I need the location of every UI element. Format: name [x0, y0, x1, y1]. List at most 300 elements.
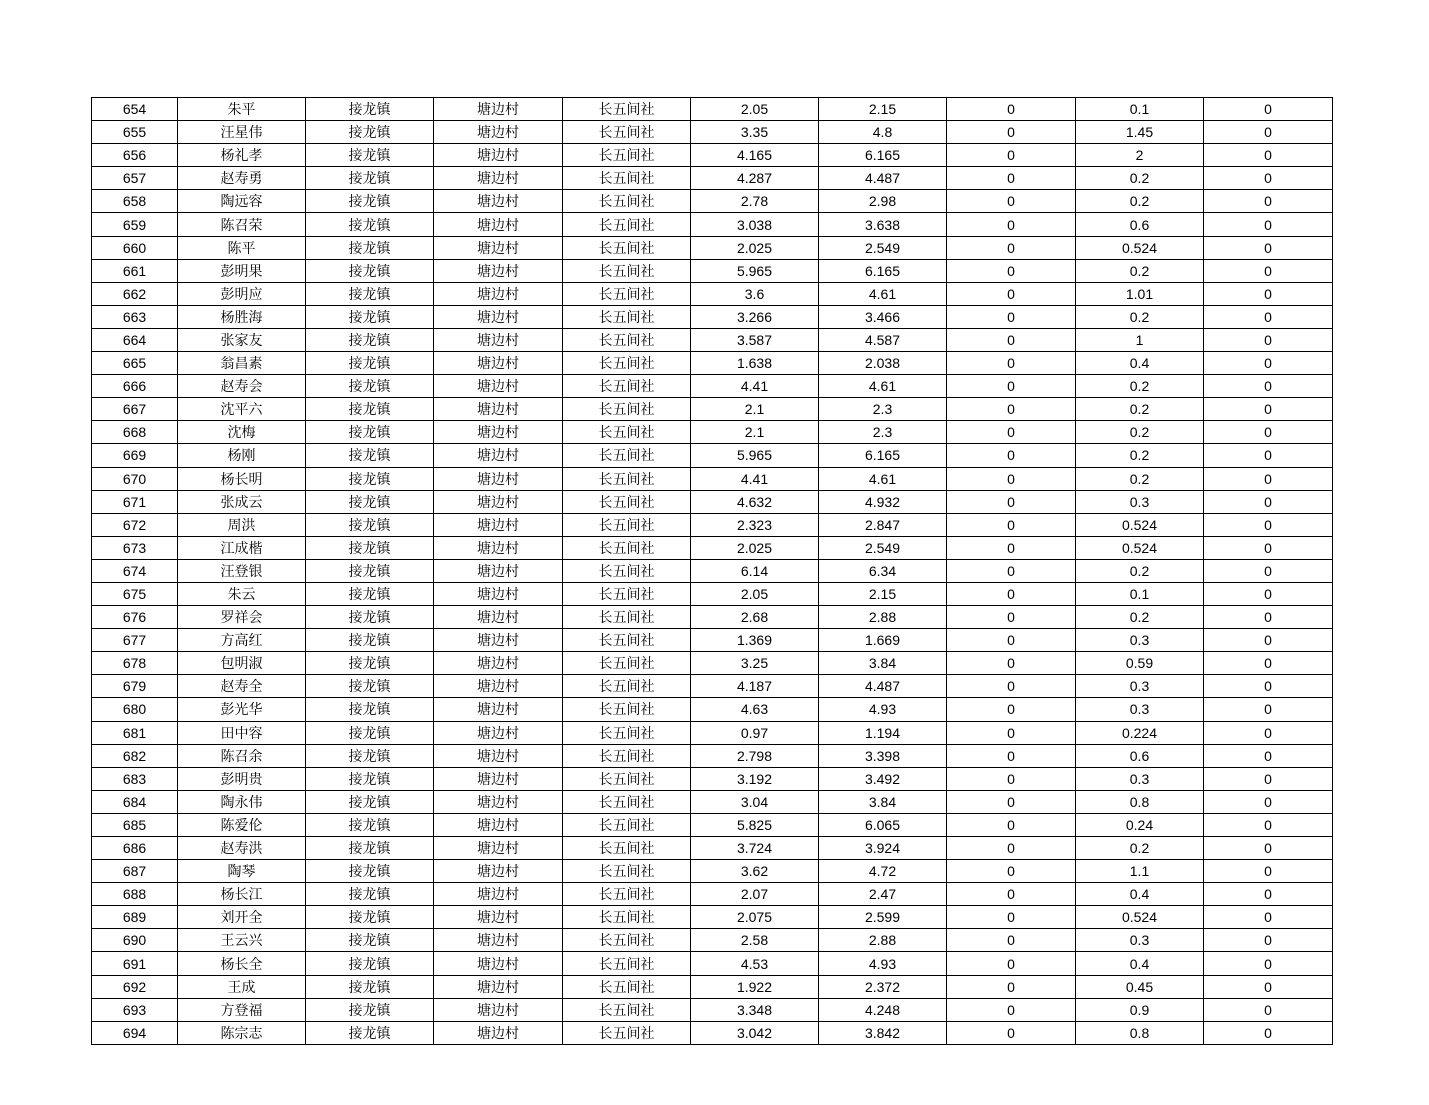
cell-value-c: 0	[947, 582, 1076, 605]
cell-value-b: 6.165	[819, 444, 947, 467]
cell-value-d: 0.2	[1076, 837, 1204, 860]
table-row	[92, 767, 1333, 790]
table-row	[92, 721, 1333, 744]
cell-value-e: 0	[1204, 421, 1333, 444]
cell-value-c: 0	[947, 698, 1076, 721]
cell-name: 陈爱伦	[178, 813, 306, 836]
cell-name: 陶远容	[178, 190, 306, 213]
cell-value-a: 2.1	[691, 398, 819, 421]
cell-value-a: 3.042	[691, 1021, 819, 1044]
cell-name: 赵寿全	[178, 675, 306, 698]
cell-value-d: 0.3	[1076, 767, 1204, 790]
cell-value-a: 3.04	[691, 790, 819, 813]
cell-row-number: 676	[92, 606, 178, 629]
cell-row-number: 680	[92, 698, 178, 721]
cell-value-c: 0	[947, 259, 1076, 282]
cell-row-number: 687	[92, 860, 178, 883]
cell-community: 长五间社	[563, 513, 691, 536]
cell-value-e: 0	[1204, 952, 1333, 975]
cell-value-b: 2.98	[819, 190, 947, 213]
cell-value-a: 2.07	[691, 883, 819, 906]
cell-village: 塘边村	[434, 328, 563, 351]
cell-village: 塘边村	[434, 444, 563, 467]
cell-value-c: 0	[947, 282, 1076, 305]
cell-community: 长五间社	[563, 282, 691, 305]
cell-name: 陈召余	[178, 744, 306, 767]
cell-row-number: 673	[92, 536, 178, 559]
cell-town: 接龙镇	[306, 444, 434, 467]
cell-value-a: 2.323	[691, 513, 819, 536]
cell-value-d: 1	[1076, 328, 1204, 351]
cell-value-a: 2.075	[691, 906, 819, 929]
cell-village: 塘边村	[434, 236, 563, 259]
cell-town: 接龙镇	[306, 536, 434, 559]
cell-value-b: 2.3	[819, 421, 947, 444]
cell-town: 接龙镇	[306, 929, 434, 952]
cell-value-e: 0	[1204, 929, 1333, 952]
cell-community: 长五间社	[563, 121, 691, 144]
cell-name: 赵寿勇	[178, 167, 306, 190]
cell-village: 塘边村	[434, 790, 563, 813]
cell-value-b: 2.15	[819, 98, 947, 121]
cell-value-a: 4.165	[691, 144, 819, 167]
cell-value-c: 0	[947, 906, 1076, 929]
cell-value-b: 1.669	[819, 629, 947, 652]
cell-town: 接龙镇	[306, 167, 434, 190]
cell-town: 接龙镇	[306, 513, 434, 536]
cell-row-number: 663	[92, 305, 178, 328]
cell-village: 塘边村	[434, 259, 563, 282]
cell-community: 长五间社	[563, 328, 691, 351]
cell-town: 接龙镇	[306, 744, 434, 767]
cell-value-e: 0	[1204, 328, 1333, 351]
cell-value-e: 0	[1204, 536, 1333, 559]
cell-value-e: 0	[1204, 190, 1333, 213]
cell-value-b: 3.638	[819, 213, 947, 236]
cell-row-number: 679	[92, 675, 178, 698]
cell-community: 长五间社	[563, 767, 691, 790]
cell-value-d: 0.6	[1076, 744, 1204, 767]
cell-value-e: 0	[1204, 490, 1333, 513]
cell-community: 长五间社	[563, 305, 691, 328]
cell-village: 塘边村	[434, 144, 563, 167]
cell-name: 赵寿洪	[178, 837, 306, 860]
cell-value-e: 0	[1204, 906, 1333, 929]
cell-value-b: 4.932	[819, 490, 947, 513]
cell-village: 塘边村	[434, 305, 563, 328]
table-row	[92, 536, 1333, 559]
cell-value-d: 0.1	[1076, 582, 1204, 605]
cell-name: 陈宗志	[178, 1021, 306, 1044]
cell-name: 杨礼孝	[178, 144, 306, 167]
cell-community: 长五间社	[563, 860, 691, 883]
cell-row-number: 688	[92, 883, 178, 906]
cell-name: 周洪	[178, 513, 306, 536]
cell-value-c: 0	[947, 675, 1076, 698]
cell-value-c: 0	[947, 190, 1076, 213]
cell-value-e: 0	[1204, 582, 1333, 605]
cell-community: 长五间社	[563, 236, 691, 259]
cell-value-e: 0	[1204, 144, 1333, 167]
cell-value-d: 0.2	[1076, 398, 1204, 421]
cell-village: 塘边村	[434, 375, 563, 398]
cell-value-a: 0.97	[691, 721, 819, 744]
cell-value-e: 0	[1204, 236, 1333, 259]
cell-value-d: 1.01	[1076, 282, 1204, 305]
cell-value-d: 0.2	[1076, 559, 1204, 582]
cell-row-number: 654	[92, 98, 178, 121]
cell-village: 塘边村	[434, 490, 563, 513]
cell-name: 彭明贵	[178, 767, 306, 790]
cell-value-e: 0	[1204, 813, 1333, 836]
cell-village: 塘边村	[434, 906, 563, 929]
cell-town: 接龙镇	[306, 629, 434, 652]
cell-row-number: 668	[92, 421, 178, 444]
cell-name: 朱平	[178, 98, 306, 121]
cell-row-number: 659	[92, 213, 178, 236]
cell-value-c: 0	[947, 352, 1076, 375]
cell-value-c: 0	[947, 559, 1076, 582]
cell-town: 接龙镇	[306, 559, 434, 582]
table-row	[92, 305, 1333, 328]
cell-town: 接龙镇	[306, 1021, 434, 1044]
table-row	[92, 837, 1333, 860]
cell-value-b: 2.549	[819, 536, 947, 559]
cell-value-a: 4.41	[691, 467, 819, 490]
cell-name: 方高红	[178, 629, 306, 652]
cell-name: 彭明果	[178, 259, 306, 282]
cell-value-c: 0	[947, 1021, 1076, 1044]
cell-village: 塘边村	[434, 675, 563, 698]
cell-town: 接龙镇	[306, 305, 434, 328]
cell-row-number: 660	[92, 236, 178, 259]
cell-town: 接龙镇	[306, 813, 434, 836]
cell-value-a: 3.266	[691, 305, 819, 328]
table-row	[92, 629, 1333, 652]
cell-community: 长五间社	[563, 467, 691, 490]
cell-value-a: 1.369	[691, 629, 819, 652]
cell-value-d: 0.6	[1076, 213, 1204, 236]
cell-value-b: 2.88	[819, 606, 947, 629]
cell-value-b: 4.8	[819, 121, 947, 144]
cell-value-a: 3.62	[691, 860, 819, 883]
cell-community: 长五间社	[563, 606, 691, 629]
table-row	[92, 559, 1333, 582]
table-row	[92, 467, 1333, 490]
cell-value-c: 0	[947, 929, 1076, 952]
cell-row-number: 671	[92, 490, 178, 513]
cell-community: 长五间社	[563, 144, 691, 167]
cell-value-c: 0	[947, 444, 1076, 467]
table-row	[92, 444, 1333, 467]
cell-name: 陈平	[178, 236, 306, 259]
cell-community: 长五间社	[563, 582, 691, 605]
cell-town: 接龙镇	[306, 144, 434, 167]
cell-value-a: 5.825	[691, 813, 819, 836]
table-row	[92, 929, 1333, 952]
cell-name: 杨长明	[178, 467, 306, 490]
table-row	[92, 213, 1333, 236]
table-row	[92, 698, 1333, 721]
table-row	[92, 883, 1333, 906]
cell-community: 长五间社	[563, 675, 691, 698]
table-row	[92, 790, 1333, 813]
cell-value-e: 0	[1204, 352, 1333, 375]
cell-row-number: 665	[92, 352, 178, 375]
cell-name: 汪星伟	[178, 121, 306, 144]
cell-value-e: 0	[1204, 790, 1333, 813]
cell-name: 张成云	[178, 490, 306, 513]
cell-village: 塘边村	[434, 421, 563, 444]
cell-value-c: 0	[947, 121, 1076, 144]
cell-community: 长五间社	[563, 652, 691, 675]
cell-village: 塘边村	[434, 652, 563, 675]
cell-town: 接龙镇	[306, 998, 434, 1021]
cell-community: 长五间社	[563, 190, 691, 213]
cell-value-e: 0	[1204, 1021, 1333, 1044]
cell-value-a: 2.58	[691, 929, 819, 952]
cell-town: 接龙镇	[306, 236, 434, 259]
cell-village: 塘边村	[434, 98, 563, 121]
cell-value-c: 0	[947, 721, 1076, 744]
cell-name: 刘开全	[178, 906, 306, 929]
cell-row-number: 686	[92, 837, 178, 860]
cell-name: 方登福	[178, 998, 306, 1021]
table-row	[92, 236, 1333, 259]
cell-community: 长五间社	[563, 398, 691, 421]
cell-village: 塘边村	[434, 929, 563, 952]
cell-row-number: 670	[92, 467, 178, 490]
cell-value-e: 0	[1204, 629, 1333, 652]
cell-village: 塘边村	[434, 190, 563, 213]
cell-value-b: 2.372	[819, 975, 947, 998]
cell-value-b: 3.842	[819, 1021, 947, 1044]
cell-name: 罗祥会	[178, 606, 306, 629]
cell-value-a: 3.038	[691, 213, 819, 236]
cell-value-c: 0	[947, 975, 1076, 998]
cell-row-number: 694	[92, 1021, 178, 1044]
cell-value-c: 0	[947, 536, 1076, 559]
cell-value-d: 0.2	[1076, 606, 1204, 629]
cell-value-c: 0	[947, 421, 1076, 444]
cell-name: 张家友	[178, 328, 306, 351]
cell-town: 接龙镇	[306, 606, 434, 629]
cell-value-c: 0	[947, 606, 1076, 629]
table-row	[92, 606, 1333, 629]
cell-value-c: 0	[947, 167, 1076, 190]
cell-name: 翁昌素	[178, 352, 306, 375]
cell-town: 接龙镇	[306, 98, 434, 121]
cell-town: 接龙镇	[306, 282, 434, 305]
cell-value-b: 4.72	[819, 860, 947, 883]
table-row	[92, 398, 1333, 421]
cell-value-d: 0.45	[1076, 975, 1204, 998]
cell-name: 田中容	[178, 721, 306, 744]
cell-value-a: 4.187	[691, 675, 819, 698]
cell-name: 杨刚	[178, 444, 306, 467]
cell-row-number: 683	[92, 767, 178, 790]
table-row	[92, 582, 1333, 605]
table-row	[92, 860, 1333, 883]
cell-value-b: 2.15	[819, 582, 947, 605]
cell-village: 塘边村	[434, 467, 563, 490]
cell-value-b: 2.599	[819, 906, 947, 929]
cell-community: 长五间社	[563, 536, 691, 559]
cell-town: 接龙镇	[306, 467, 434, 490]
cell-row-number: 677	[92, 629, 178, 652]
cell-value-b: 4.61	[819, 467, 947, 490]
cell-row-number: 692	[92, 975, 178, 998]
cell-value-d: 0.2	[1076, 421, 1204, 444]
cell-value-c: 0	[947, 629, 1076, 652]
cell-value-b: 2.47	[819, 883, 947, 906]
cell-value-c: 0	[947, 98, 1076, 121]
cell-value-d: 0.524	[1076, 236, 1204, 259]
cell-row-number: 661	[92, 259, 178, 282]
cell-town: 接龙镇	[306, 790, 434, 813]
cell-value-d: 0.4	[1076, 883, 1204, 906]
cell-row-number: 690	[92, 929, 178, 952]
cell-value-b: 1.194	[819, 721, 947, 744]
table-row	[92, 906, 1333, 929]
cell-value-a: 3.724	[691, 837, 819, 860]
cell-town: 接龙镇	[306, 213, 434, 236]
cell-town: 接龙镇	[306, 906, 434, 929]
table-row	[92, 375, 1333, 398]
table-row	[92, 167, 1333, 190]
cell-name: 陶永伟	[178, 790, 306, 813]
cell-value-e: 0	[1204, 513, 1333, 536]
cell-name: 沈梅	[178, 421, 306, 444]
cell-row-number: 657	[92, 167, 178, 190]
cell-town: 接龙镇	[306, 328, 434, 351]
cell-name: 朱云	[178, 582, 306, 605]
cell-community: 长五间社	[563, 790, 691, 813]
cell-town: 接龙镇	[306, 421, 434, 444]
cell-town: 接龙镇	[306, 375, 434, 398]
cell-value-b: 4.93	[819, 698, 947, 721]
cell-village: 塘边村	[434, 975, 563, 998]
cell-value-d: 0.3	[1076, 698, 1204, 721]
cell-village: 塘边村	[434, 721, 563, 744]
cell-value-c: 0	[947, 790, 1076, 813]
cell-row-number: 681	[92, 721, 178, 744]
cell-value-b: 3.398	[819, 744, 947, 767]
cell-village: 塘边村	[434, 282, 563, 305]
cell-community: 长五间社	[563, 929, 691, 952]
cell-town: 接龙镇	[306, 190, 434, 213]
cell-value-a: 2.05	[691, 98, 819, 121]
cell-value-a: 1.638	[691, 352, 819, 375]
table-body	[92, 98, 1333, 1045]
table-row	[92, 744, 1333, 767]
table-row	[92, 282, 1333, 305]
cell-village: 塘边村	[434, 744, 563, 767]
cell-community: 长五间社	[563, 698, 691, 721]
cell-value-b: 2.3	[819, 398, 947, 421]
cell-name: 江成楷	[178, 536, 306, 559]
cell-value-a: 2.78	[691, 190, 819, 213]
cell-community: 长五间社	[563, 375, 691, 398]
cell-row-number: 658	[92, 190, 178, 213]
cell-value-c: 0	[947, 813, 1076, 836]
cell-value-a: 3.35	[691, 121, 819, 144]
cell-value-a: 6.14	[691, 559, 819, 582]
cell-name: 王云兴	[178, 929, 306, 952]
cell-value-c: 0	[947, 490, 1076, 513]
cell-town: 接龙镇	[306, 883, 434, 906]
cell-value-a: 4.63	[691, 698, 819, 721]
cell-community: 长五间社	[563, 906, 691, 929]
cell-value-a: 2.798	[691, 744, 819, 767]
cell-value-c: 0	[947, 375, 1076, 398]
table-row	[92, 352, 1333, 375]
cell-value-d: 0.2	[1076, 444, 1204, 467]
cell-name: 杨长江	[178, 883, 306, 906]
cell-value-b: 6.165	[819, 144, 947, 167]
cell-row-number: 664	[92, 328, 178, 351]
cell-name: 彭明应	[178, 282, 306, 305]
table-row	[92, 652, 1333, 675]
table-row	[92, 813, 1333, 836]
cell-row-number: 682	[92, 744, 178, 767]
table-row	[92, 421, 1333, 444]
table-row	[92, 259, 1333, 282]
cell-value-c: 0	[947, 883, 1076, 906]
cell-row-number: 669	[92, 444, 178, 467]
cell-community: 长五间社	[563, 559, 691, 582]
table-row	[92, 675, 1333, 698]
cell-row-number: 666	[92, 375, 178, 398]
cell-village: 塘边村	[434, 767, 563, 790]
cell-row-number: 678	[92, 652, 178, 675]
cell-value-d: 0.524	[1076, 536, 1204, 559]
cell-value-a: 3.587	[691, 328, 819, 351]
cell-village: 塘边村	[434, 213, 563, 236]
table-row	[92, 998, 1333, 1021]
cell-value-b: 6.065	[819, 813, 947, 836]
table-row	[92, 490, 1333, 513]
cell-row-number: 693	[92, 998, 178, 1021]
cell-value-c: 0	[947, 513, 1076, 536]
cell-value-a: 3.25	[691, 652, 819, 675]
cell-value-e: 0	[1204, 375, 1333, 398]
cell-community: 长五间社	[563, 998, 691, 1021]
cell-row-number: 667	[92, 398, 178, 421]
cell-value-b: 2.847	[819, 513, 947, 536]
cell-value-e: 0	[1204, 98, 1333, 121]
cell-value-b: 3.84	[819, 652, 947, 675]
cell-value-b: 2.038	[819, 352, 947, 375]
cell-value-c: 0	[947, 398, 1076, 421]
cell-value-a: 1.922	[691, 975, 819, 998]
cell-value-b: 3.466	[819, 305, 947, 328]
table-row	[92, 190, 1333, 213]
cell-village: 塘边村	[434, 536, 563, 559]
table-row	[92, 952, 1333, 975]
cell-value-d: 0.3	[1076, 629, 1204, 652]
cell-value-e: 0	[1204, 282, 1333, 305]
cell-community: 长五间社	[563, 975, 691, 998]
cell-value-a: 4.53	[691, 952, 819, 975]
cell-value-d: 0.24	[1076, 813, 1204, 836]
cell-value-e: 0	[1204, 467, 1333, 490]
cell-value-a: 2.05	[691, 582, 819, 605]
cell-value-d: 0.524	[1076, 906, 1204, 929]
cell-town: 接龙镇	[306, 121, 434, 144]
cell-value-e: 0	[1204, 398, 1333, 421]
cell-community: 长五间社	[563, 883, 691, 906]
